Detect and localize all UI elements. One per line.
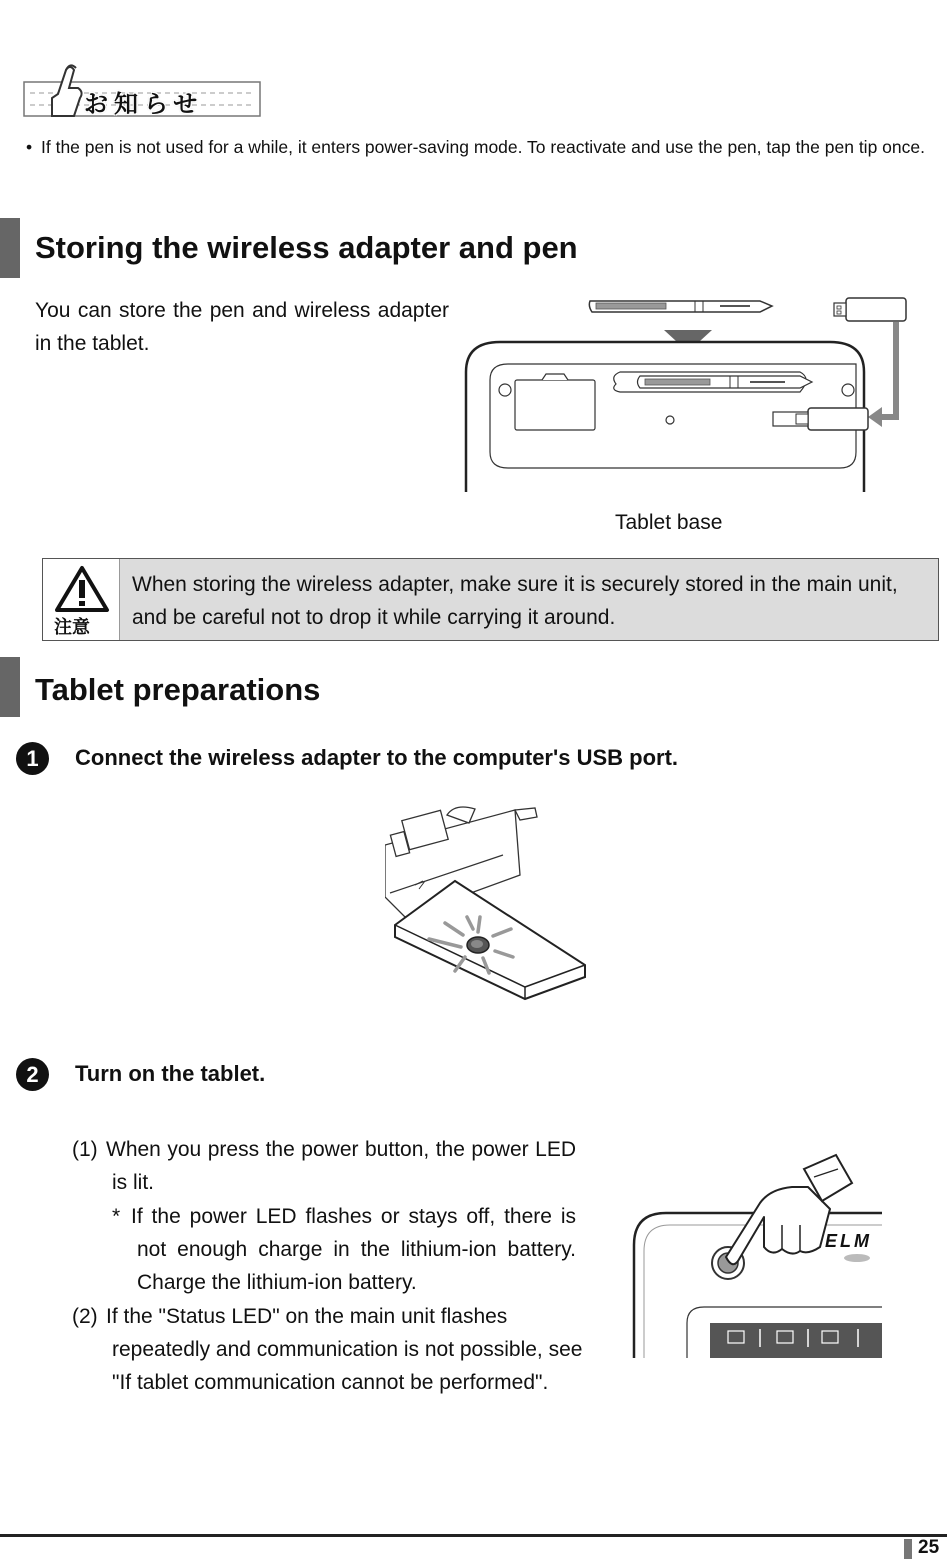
note-prefix: *	[112, 1205, 121, 1228]
pen-icon	[589, 301, 772, 312]
section-bar	[0, 218, 20, 278]
notice-text	[26, 130, 941, 165]
step-number-2: 2	[16, 1058, 49, 1091]
wireless-adapter-icon	[834, 298, 906, 321]
item-text	[106, 1133, 576, 1199]
page-number-marker	[904, 1539, 912, 1559]
caution-icon-cell	[43, 559, 120, 640]
item-text-body: When you press the power button, the power LED is lit.	[106, 1138, 576, 1194]
item-prefix: (1)	[72, 1138, 98, 1161]
page-number: 25	[918, 1537, 940, 1558]
power-button-illustration	[632, 1145, 882, 1360]
notice-label: お知らせ	[84, 90, 204, 118]
storing-body: You can store the pen and wireless adapter in the tablet.	[35, 299, 449, 355]
instruction-item-2	[72, 1300, 584, 1399]
figure-caption: Tablet base	[615, 511, 723, 534]
section-title-preparations: Tablet preparations	[35, 672, 321, 707]
note-text-body: If the power LED flashes or stays off, there is not enough charge in the lithium-ion battery. Charge the lithium-ion battery.	[131, 1205, 576, 1294]
warning-triangle-icon	[54, 565, 110, 613]
note-text	[131, 1200, 576, 1299]
step-number-1: 1	[16, 742, 49, 775]
caution-text: When storing the wireless adapter, make sure it is securely stored in the main unit, and be careful not to drop it while carrying it around.	[132, 573, 898, 629]
brand-text: ELM	[825, 1231, 872, 1251]
step-title-2: Turn on the tablet.	[75, 1061, 266, 1086]
caution-box	[42, 558, 939, 641]
item-text	[106, 1300, 584, 1399]
item-prefix: (2)	[72, 1305, 98, 1328]
section-title-storing: Storing the wireless adapter and pen	[35, 230, 578, 265]
step-title-1: Connect the wireless adapter to the computer's USB port.	[75, 745, 679, 770]
usb-adapter-illustration	[385, 805, 595, 1005]
footer-rule	[0, 1534, 947, 1537]
item-text-body: If the "Status LED" on the main unit flashes repeatedly and communication is not possible, see "If tablet communication cannot be performed".	[106, 1305, 583, 1394]
bullet: •	[26, 137, 33, 157]
caution-label: 注意	[54, 617, 90, 638]
notice-text-body: If the pen is not used for a while, it enters power-saving mode. To reactivate and use the pen, tap the pen tip once.	[41, 137, 925, 157]
instruction-note	[112, 1200, 576, 1299]
instruction-item-1	[72, 1133, 576, 1199]
section-bar	[0, 657, 20, 717]
tablet-base-illustration	[460, 292, 910, 494]
